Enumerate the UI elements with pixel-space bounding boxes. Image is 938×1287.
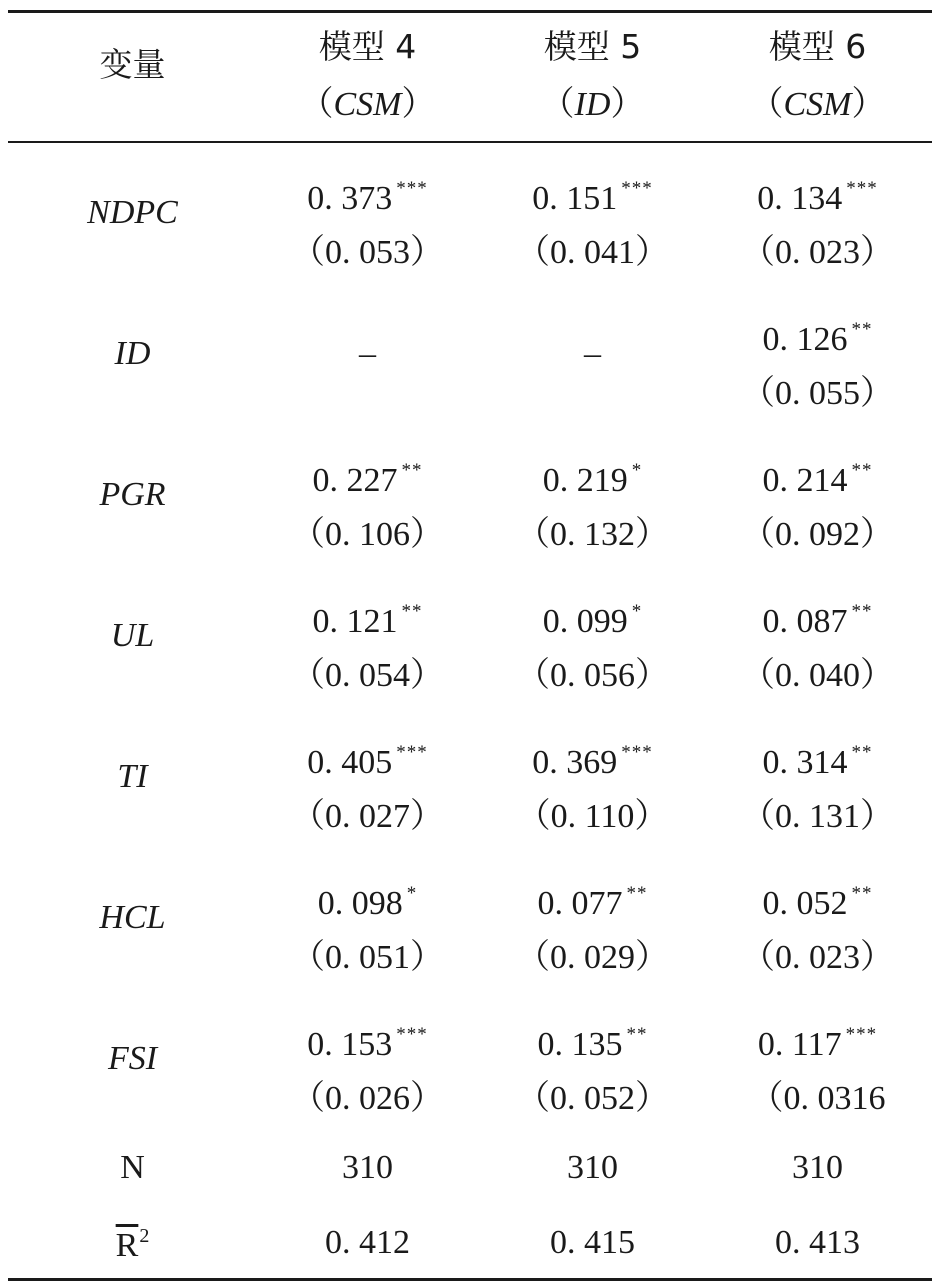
row-label-ndpc: NDPC xyxy=(87,194,178,231)
coefficient-cell xyxy=(255,585,480,703)
coefficient-cell xyxy=(705,726,930,844)
row-label-pgr: PGR xyxy=(99,476,166,513)
coefficient: 0. 135 ** xyxy=(537,1024,648,1063)
coefficient: 0. 052 ** xyxy=(762,883,873,922)
coefficient: 0. 219 * xyxy=(542,460,643,499)
standard-error: （0. 023） xyxy=(741,234,894,271)
coefficient: 0. 126 ** xyxy=(762,319,873,358)
significance-stars: *** xyxy=(396,178,428,199)
variable-column-title: 变量 xyxy=(99,45,166,84)
significance-stars: * xyxy=(631,601,643,622)
significance-stars: ** xyxy=(851,883,873,904)
significance-stars: ** xyxy=(851,601,873,622)
standard-error: （0. 029） xyxy=(516,939,669,976)
coefficient: 0. 151 *** xyxy=(532,178,653,217)
coefficient: 0. 153 *** xyxy=(307,1024,428,1063)
coefficient-cell xyxy=(705,867,930,985)
coefficient-cell xyxy=(480,867,705,985)
r2-value: 0. 412 xyxy=(325,1224,410,1261)
significance-stars: *** xyxy=(396,1024,428,1045)
standard-error: （0. 052） xyxy=(516,1080,669,1117)
standard-error: （0. 131） xyxy=(741,798,894,835)
standard-error: （0. 027） xyxy=(291,798,444,835)
model-name: 模型 4 xyxy=(318,27,417,66)
coefficient-cell xyxy=(705,1008,930,1126)
standard-error: （0. 0316 xyxy=(749,1080,886,1117)
coefficient-cell xyxy=(255,444,480,562)
standard-error: （0. 106） xyxy=(291,516,444,553)
coefficient-cell xyxy=(705,303,930,421)
empty-cell-dash: – xyxy=(584,335,601,372)
standard-error: （0. 054） xyxy=(291,657,444,694)
adjusted-r2-label: $\overline{R}^2$ xyxy=(115,1225,150,1264)
coefficient: 0. 117 *** xyxy=(757,1024,878,1063)
standard-error: （0. 110） xyxy=(516,798,669,835)
row-label-ul: UL xyxy=(110,617,155,654)
coefficient: 0. 087 ** xyxy=(762,601,873,640)
significance-stars: *** xyxy=(845,1024,878,1045)
model-method: （CSM） xyxy=(299,86,436,123)
significance-stars: ** xyxy=(851,319,873,340)
row-label-hcl: HCL xyxy=(99,899,166,936)
n-label: N xyxy=(120,1149,145,1186)
model-method: （ID） xyxy=(540,86,645,123)
coefficient: 0. 373 *** xyxy=(307,178,428,217)
coefficient-cell xyxy=(255,726,480,844)
significance-stars: ** xyxy=(401,460,423,481)
coefficient: 0. 098 * xyxy=(317,883,418,922)
coefficient: 0. 099 * xyxy=(542,601,643,640)
significance-stars: *** xyxy=(846,178,878,199)
empty-cell-dash: – xyxy=(359,335,376,372)
significance-stars: *** xyxy=(621,742,653,763)
significance-stars: * xyxy=(406,883,418,904)
significance-stars: *** xyxy=(396,742,428,763)
coefficient: 0. 214 ** xyxy=(762,460,873,499)
significance-stars: * xyxy=(631,460,643,481)
coefficient-cell xyxy=(255,162,480,280)
standard-error: （0. 023） xyxy=(741,939,894,976)
r2-value: 0. 415 xyxy=(550,1224,635,1261)
header-rule xyxy=(8,141,932,143)
coefficient-cell xyxy=(480,162,705,280)
coefficient-cell xyxy=(705,585,930,703)
coefficient-cell xyxy=(705,444,930,562)
standard-error: （0. 053） xyxy=(291,234,444,271)
coefficient-cell xyxy=(480,585,705,703)
standard-error: （0. 051） xyxy=(291,939,444,976)
standard-error: （0. 055） xyxy=(741,375,894,412)
bottom-rule xyxy=(8,1278,932,1281)
row-label-id: ID xyxy=(114,335,151,372)
significance-stars: ** xyxy=(626,883,648,904)
significance-stars: ** xyxy=(401,601,423,622)
coefficient: 0. 227 ** xyxy=(312,460,423,499)
significance-stars: ** xyxy=(851,460,873,481)
significance-stars: ** xyxy=(626,1024,648,1045)
model-name: 模型 6 xyxy=(768,27,867,66)
coefficient: 0. 405 *** xyxy=(307,742,428,781)
significance-stars: ** xyxy=(851,742,873,763)
coefficient-cell xyxy=(480,726,705,844)
header-variable-label xyxy=(30,45,235,84)
standard-error: （0. 040） xyxy=(741,657,894,694)
model-method: （CSM） xyxy=(749,86,886,123)
header-model-4 xyxy=(255,18,480,134)
coefficient: 0. 314 ** xyxy=(762,742,873,781)
coefficient: 0. 077 ** xyxy=(537,883,648,922)
significance-stars: *** xyxy=(621,178,653,199)
row-label-fsi: FSI xyxy=(107,1040,158,1077)
standard-error: （0. 092） xyxy=(741,516,894,553)
header-model-5 xyxy=(480,18,705,134)
standard-error: （0. 132） xyxy=(516,516,669,553)
r2-value: 0. 413 xyxy=(775,1224,860,1261)
coefficient: 0. 121 ** xyxy=(312,601,423,640)
n-value: 310 xyxy=(567,1149,618,1186)
top-rule xyxy=(8,10,932,13)
standard-error: （0. 026） xyxy=(291,1080,444,1117)
standard-error: （0. 056） xyxy=(516,657,669,694)
header-model-6 xyxy=(705,18,930,134)
coefficient-cell xyxy=(255,1008,480,1126)
coefficient-cell xyxy=(255,867,480,985)
standard-error: （0. 041） xyxy=(516,234,669,271)
n-value: 310 xyxy=(792,1149,843,1186)
coefficient-cell xyxy=(480,1008,705,1126)
n-value: 310 xyxy=(342,1149,393,1186)
coefficient-cell xyxy=(705,162,930,280)
model-name: 模型 5 xyxy=(543,27,642,66)
coefficient: 0. 134 *** xyxy=(757,178,878,217)
coefficient: 0. 369 *** xyxy=(532,742,653,781)
row-label-ti: TI xyxy=(117,758,148,795)
coefficient-cell xyxy=(480,444,705,562)
